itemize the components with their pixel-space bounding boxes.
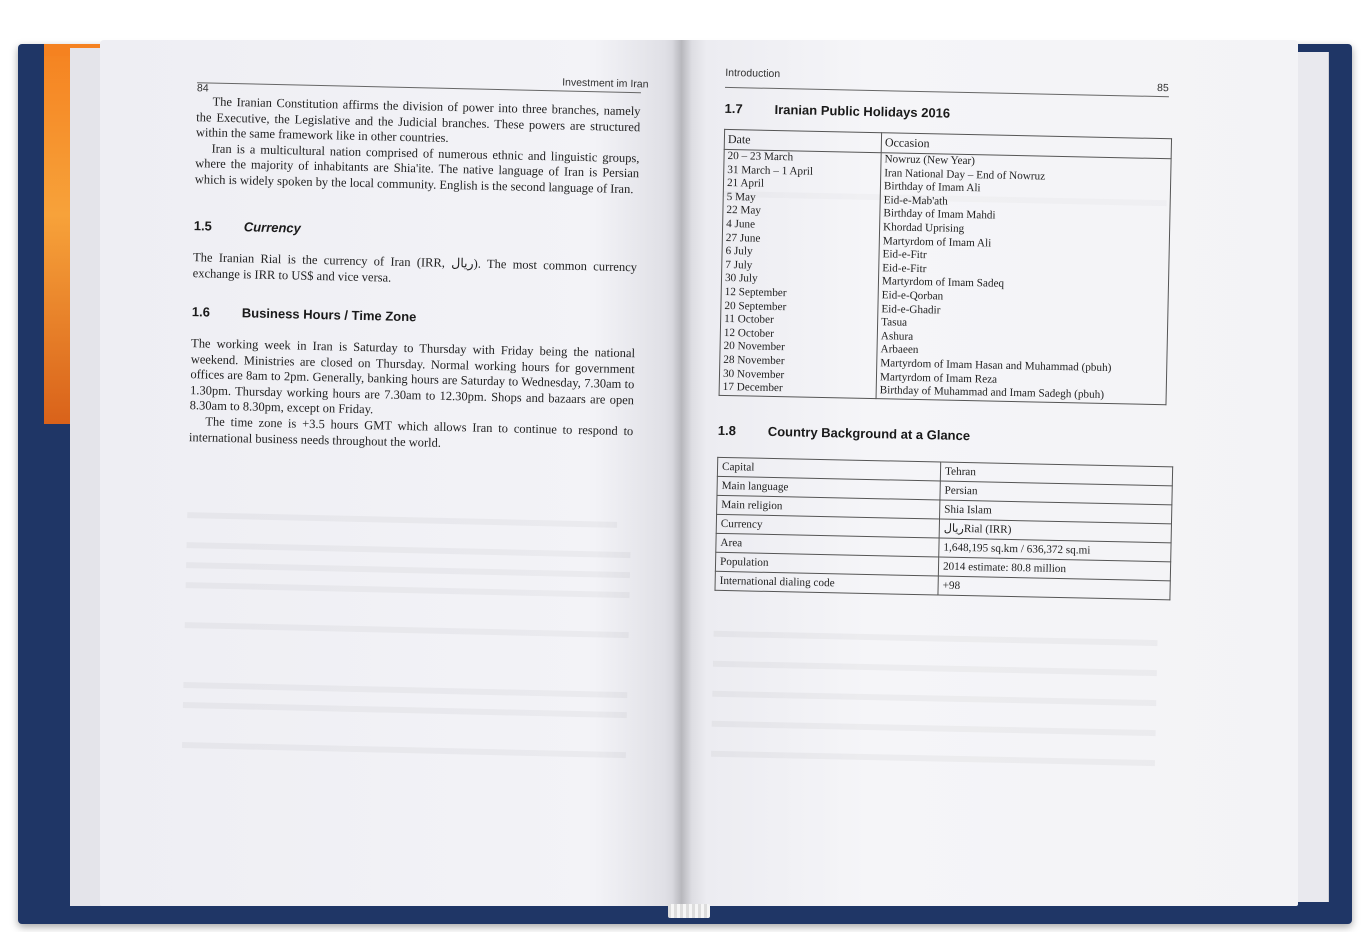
row-label: Main religion (717, 495, 940, 519)
currency-text (193, 250, 638, 291)
holiday-date: 11 October (724, 313, 774, 327)
section-number: 1.7 (724, 100, 743, 117)
row-label: Capital (717, 457, 940, 481)
show-through (187, 512, 617, 528)
spine-shadow (672, 40, 692, 906)
section-number: 1.8 (717, 422, 737, 439)
intro-paragraph: Iran is a multicultural nation comprised of numerous ethnic and linguistic groups, where the majority of inhabitants are Shia'ite. The native language of Iran is Persian which is widely spoken by the local community. English is the second language of Iran. (194, 141, 640, 197)
row-value: ریالRial (IRR) (939, 519, 1171, 543)
section-title: Business Hours / Time Zone (241, 305, 417, 325)
holiday-occasion: Eid-e-Fitr (882, 261, 927, 275)
holiday-occasion: Birthday of Imam Mahdi (883, 207, 996, 222)
holiday-occasion: Eid-e-Qorban (881, 289, 944, 303)
show-through (711, 751, 1155, 766)
holiday-occasion: Eid-e-Ghadir (881, 302, 941, 317)
right-page (682, 40, 1298, 906)
show-through (712, 721, 1156, 736)
show-through (185, 622, 629, 638)
section-title: Currency (243, 219, 302, 236)
date-list (719, 149, 881, 398)
row-value: Tehran (940, 462, 1172, 486)
holiday-date: 20 November (723, 340, 785, 354)
holiday-date: 12 October (723, 326, 775, 340)
holiday-occasion: Arbaeen (880, 343, 919, 357)
holiday-occasion: Martyrdom of Imam Ali (882, 234, 992, 250)
section-heading-1-8 (718, 423, 971, 443)
bookmark-ribbon (668, 904, 710, 918)
row-label: Currency (716, 514, 939, 538)
row-label: Main language (717, 476, 940, 500)
holiday-date: 4 June (726, 217, 756, 231)
page-number: 84 (196, 82, 209, 95)
holiday-date: 5 May (726, 190, 756, 204)
show-through (713, 661, 1157, 676)
country-background-table (714, 457, 1173, 601)
row-value: Persian (940, 481, 1172, 505)
holiday-date: 12 September (724, 285, 787, 300)
row-value: +98 (938, 576, 1170, 600)
section-heading-1-7 (724, 101, 950, 121)
column-header-occasion: Occasion (881, 133, 1171, 159)
business-hours-text (189, 336, 635, 455)
running-header: Introduction (725, 66, 781, 81)
holiday-occasion: Birthday of Muhammad and Imam Sadegh (pbuh) (879, 384, 1105, 402)
holiday-date: 30 July (724, 272, 758, 285)
column-header-date: Date (724, 129, 881, 152)
running-header: Investment im Iran (562, 76, 649, 91)
row-label: International dialing code (715, 571, 938, 595)
holiday-date: 6 July (725, 245, 753, 258)
page-block-edge (1298, 52, 1329, 902)
holiday-date: 20 – 23 March (727, 149, 794, 164)
holiday-date: 20 September (724, 299, 787, 313)
holiday-date: 21 April (726, 177, 765, 190)
show-through (182, 742, 626, 758)
row-value: 1,648,195 sq.km / 636,372 sq.mi (939, 538, 1171, 562)
show-through (183, 702, 627, 718)
show-through (186, 582, 630, 598)
holiday-date: 17 December (722, 381, 783, 395)
show-through (186, 562, 630, 578)
holiday-date: 31 March – 1 April (727, 163, 814, 178)
holiday-date: 28 November (723, 353, 785, 368)
holiday-occasion: Martyrdom of Imam Hasan and Muhammad (pbuh) (880, 357, 1112, 374)
section-title: Iranian Public Holidays 2016 (774, 101, 951, 121)
page-number: 85 (1156, 81, 1169, 95)
table-body-row (719, 149, 1171, 404)
show-through (712, 691, 1156, 706)
holiday-date: 22 May (726, 204, 762, 218)
row-value: Shia Islam (940, 500, 1172, 524)
show-through (714, 631, 1158, 646)
holiday-occasion: Eid-e-Fitr (882, 248, 927, 262)
holiday-occasion: Khordad Uprising (882, 221, 965, 235)
occasion-list (876, 153, 1171, 405)
holiday-occasion: Birthday of Imam Ali (883, 180, 981, 195)
section-title: Country Background at a Glance (767, 423, 971, 444)
business-hours-paragraph: The working week in Iran is Saturday to Thursday with Friday being the national weekend. Ministries are closed on Thursday. Normal working hours for government offices are 8am to 2pm. Generally, banking hours are Saturday to Wednesday, 7.30am to 1.30pm. Thursday working hours are 7.30am to 12.30pm. Shops and bazaars are open 8.30am to 8.30pm, except on Friday. (189, 336, 636, 417)
holiday-date: 30 November (722, 367, 785, 381)
row-label: Area (716, 533, 939, 557)
show-through (186, 542, 630, 558)
holiday-occasion: Iran National Day – End of Nowruz (884, 166, 1046, 183)
show-through (183, 682, 627, 698)
row-label: Population (715, 552, 938, 576)
section-number: 1.5 (193, 218, 213, 234)
holiday-date: 7 July (725, 258, 753, 272)
time-zone-paragraph: The time zone is +3.5 hours GMT which allows Iran to continue to respond to international business needs throughout the world. (188, 414, 634, 450)
header-rule (725, 87, 1169, 97)
holiday-occasion: Tasua (881, 316, 908, 329)
holiday-occasion: Martyrdom of Imam Reza (879, 370, 998, 386)
intro-text (195, 94, 641, 198)
intro-paragraph: The Iranian Constitution affirms the division of power into three branches, namely the Executive, the Legislative and the Judicial branches. These powers are structured within the same framework like in other countries. (195, 94, 641, 146)
section-heading-1-6 (192, 304, 417, 324)
holiday-occasion: Martyrdom of Imam Sadeq (881, 275, 1005, 291)
row-value: 2014 estimate: 80.8 million (938, 557, 1170, 581)
holidays-table (719, 129, 1172, 405)
section-number: 1.6 (191, 304, 211, 320)
currency-paragraph: The Iranian Rial is the currency of Iran (IRR, ریال). The most common currency exchange is IRR to US$ and vice versa. (192, 250, 638, 285)
holiday-date: 27 June (725, 231, 761, 245)
left-page (100, 40, 682, 906)
holiday-occasion: Eid-e-Mab'ath (883, 194, 948, 208)
holiday-occasion: Nowruz (New Year) (884, 153, 976, 168)
holiday-occasion: Ashura (880, 329, 914, 343)
section-heading-1-5 (194, 218, 301, 235)
